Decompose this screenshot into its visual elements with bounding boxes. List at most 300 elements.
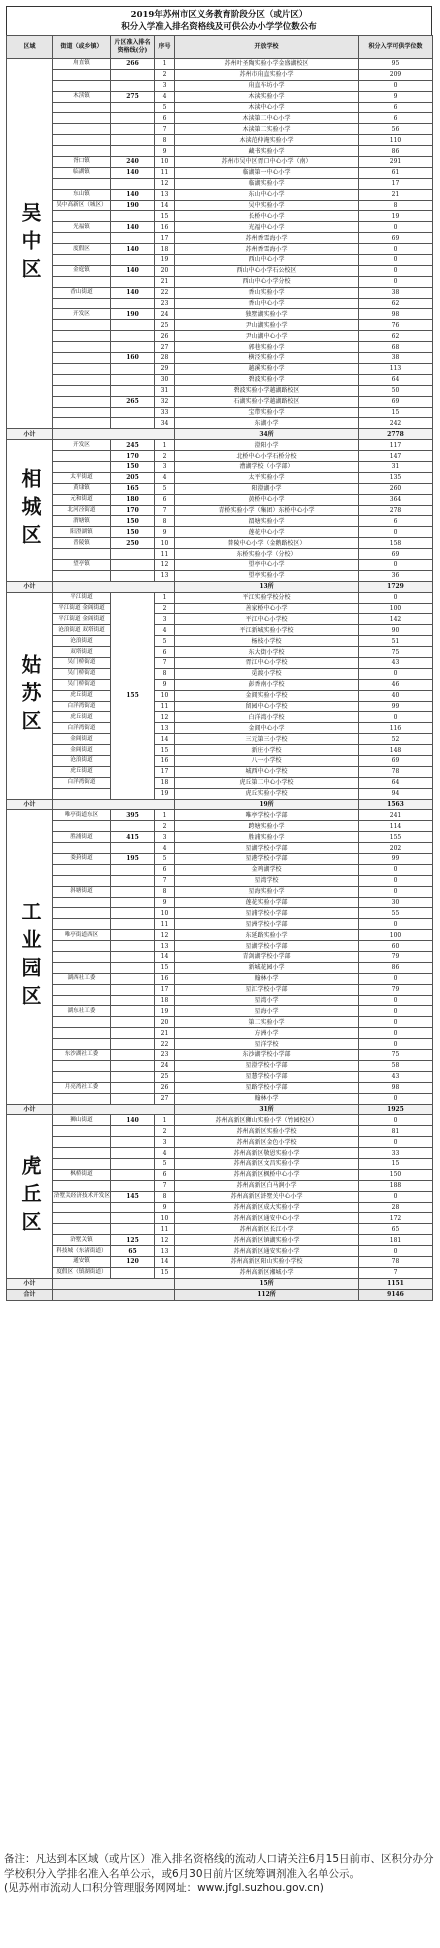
school-name: 苏州高新区金色小学校: [175, 1137, 359, 1148]
street-cell: 虎丘街道: [53, 766, 111, 777]
school-name: 苏州高新区白马涧小学: [175, 1180, 359, 1191]
school-name: 北桥中心小学石桥分校: [175, 451, 359, 462]
seat-count: 6: [359, 113, 433, 124]
table-row: [7, 527, 433, 538]
seat-count: 90: [359, 625, 433, 636]
seat-count: 86: [359, 962, 433, 973]
table-row: [7, 418, 433, 429]
school-name: 苏州高新区狮山实验小学（竹园校区）: [175, 1115, 359, 1126]
street-cell: [53, 1224, 111, 1235]
grandtotal-row: [7, 1289, 433, 1300]
seat-count: 0: [359, 1191, 433, 1202]
table-row: [7, 973, 433, 984]
table-row: [7, 222, 433, 233]
subtotal-seats: 1729: [359, 581, 433, 592]
row-number: 21: [155, 1028, 175, 1039]
row-number: 22: [155, 287, 175, 298]
quota-cell: [111, 407, 155, 418]
table-row: [7, 59, 433, 70]
street-cell: 月亮湾社工委: [53, 1082, 111, 1093]
row-number: 12: [155, 712, 175, 723]
table-row: [7, 396, 433, 407]
street-cell: 金阊街道: [53, 745, 111, 756]
table-row: [7, 1148, 433, 1159]
seat-count: 0: [359, 712, 433, 723]
school-name: 漕湖学校（小学部）: [175, 461, 359, 472]
seat-count: 19: [359, 211, 433, 222]
table-row: [7, 1213, 433, 1224]
school-name: 金阊实验小学校: [175, 690, 359, 701]
table-row: [7, 1267, 433, 1278]
row-number: 20: [155, 1017, 175, 1028]
seat-count: 113: [359, 363, 433, 374]
row-number: 6: [155, 647, 175, 658]
table-row: [7, 1071, 433, 1082]
table-row: [7, 875, 433, 886]
table-row: [7, 1060, 433, 1071]
row-number: 13: [155, 723, 175, 734]
row-number: 7: [155, 657, 175, 668]
seat-count: 117: [359, 440, 433, 451]
street-cell: 平江街道 金阊街道: [53, 603, 111, 614]
table-row: [7, 1115, 433, 1126]
school-name: 胥江中心小学校: [175, 657, 359, 668]
table-row: [7, 451, 433, 462]
quota-cell: [111, 1039, 155, 1050]
table-row: [7, 592, 433, 603]
row-number: 14: [155, 1256, 175, 1267]
seat-count: 150: [359, 1169, 433, 1180]
quota-cell: 125: [111, 1235, 155, 1246]
street-cell: 望亭镇: [53, 559, 111, 570]
street-cell: 枫桥街道: [53, 1169, 111, 1180]
street-cell: 金阊街道: [53, 734, 111, 745]
footnote-text: 备注：凡达到本区域（或片区）准入排名资格线的流动人口请关注6月15日前市、区积分办分学校积分入学排名准入名单公示，或6月30日前片区统筹调剂准入名单公示。: [4, 1853, 434, 1880]
row-number: 3: [155, 80, 175, 91]
street-cell: [53, 353, 111, 364]
school-name: 跨塘实验小学: [175, 821, 359, 832]
row-number: 14: [155, 734, 175, 745]
street-cell: 白洋湾街道: [53, 777, 111, 788]
table-row: [7, 854, 433, 865]
street-cell: 浒墅关镇: [53, 1235, 111, 1246]
street-cell: 虎丘街道: [53, 690, 111, 701]
street-cell: 吴门桥街道: [53, 679, 111, 690]
seat-count: 52: [359, 734, 433, 745]
table-row: [7, 102, 433, 113]
street-cell: 浒墅关经济技术开发区: [53, 1191, 111, 1202]
street-cell: [53, 418, 111, 429]
school-name: 星澄学校小学部: [175, 1060, 359, 1071]
seat-count: 17: [359, 178, 433, 189]
quota-cell: 415: [111, 832, 155, 843]
street-cell: [53, 908, 111, 919]
header-quota: 片区准入排名资格线(分): [111, 36, 155, 59]
street-cell: [53, 897, 111, 908]
quota-cell: [111, 276, 155, 287]
street-cell: 甪直镇: [53, 59, 111, 70]
seat-count: 15: [359, 407, 433, 418]
quota-cell: 145: [111, 1191, 155, 1202]
row-number: 3: [155, 461, 175, 472]
row-number: 5: [155, 483, 175, 494]
school-name: 白洋湾小学校: [175, 712, 359, 723]
street-cell: [53, 952, 111, 963]
table-row: [7, 1006, 433, 1017]
seat-count: 278: [359, 505, 433, 516]
street-cell: 平江街道: [53, 592, 111, 603]
seat-count: 0: [359, 265, 433, 276]
header-row: [7, 36, 433, 59]
street-cell: 太平街道: [53, 472, 111, 483]
subtotal-label: 小计: [7, 1104, 53, 1115]
table-row: [7, 342, 433, 353]
seat-count: 260: [359, 483, 433, 494]
street-cell: 沧浪街道 双塔街道: [53, 625, 111, 636]
seat-count: 30: [359, 897, 433, 908]
quota-cell: [111, 1158, 155, 1169]
table-row: [7, 919, 433, 930]
seat-count: 75: [359, 647, 433, 658]
row-number: 7: [155, 505, 175, 516]
table-row: [7, 80, 433, 91]
quota-cell: 205: [111, 472, 155, 483]
seat-count: 46: [359, 679, 433, 690]
school-name: 觅渡小学校: [175, 668, 359, 679]
row-number: 9: [155, 146, 175, 157]
quota-cell: [111, 1017, 155, 1028]
street-cell: 吴门桥街道: [53, 657, 111, 668]
table-row: [7, 1224, 433, 1235]
street-cell: 娄葑街道: [53, 854, 111, 865]
seat-count: 7: [359, 1267, 433, 1278]
row-number: 2: [155, 1126, 175, 1137]
street-cell: 阳澄湖镇: [53, 527, 111, 538]
street-cell: [53, 320, 111, 331]
school-name: 苏州市甪直实验小学: [175, 69, 359, 80]
district-name: 吴中区: [7, 59, 53, 429]
quota-cell: [111, 298, 155, 309]
quota-cell: 140: [111, 287, 155, 298]
seat-count: 6: [359, 516, 433, 527]
table-row: [7, 157, 433, 168]
row-number: 17: [155, 233, 175, 244]
row-number: 12: [155, 178, 175, 189]
school-name: 星港学校小学部: [175, 854, 359, 865]
quota-cell: 155: [111, 592, 155, 799]
street-cell: 东沙湖社工委: [53, 1050, 111, 1061]
table-row: [7, 255, 433, 266]
school-name: 碧波实验小学: [175, 374, 359, 385]
table-row: [7, 233, 433, 244]
seat-count: 33: [359, 1148, 433, 1159]
row-number: 31: [155, 385, 175, 396]
row-number: 13: [155, 941, 175, 952]
seat-count: 6: [359, 102, 433, 113]
table-row: [7, 636, 433, 647]
street-cell: 开发区: [53, 309, 111, 320]
quota-cell: [111, 1006, 155, 1017]
row-number: 1: [155, 440, 175, 451]
table-row: [7, 363, 433, 374]
school-name: 香山中心小学: [175, 298, 359, 309]
table-row: [7, 1180, 433, 1191]
quota-cell: 140: [111, 222, 155, 233]
seat-count: 62: [359, 298, 433, 309]
table-row: [7, 723, 433, 734]
school-name: 苏州高新区敬恩实验小学: [175, 1148, 359, 1159]
school-name: 宝带实验小学: [175, 407, 359, 418]
school-name: 苏州香雪海小学: [175, 244, 359, 255]
seat-count: 50: [359, 385, 433, 396]
table-row: [7, 625, 433, 636]
table-row: [7, 265, 433, 276]
school-name: 善家桥中心小学: [175, 603, 359, 614]
row-number: 19: [155, 788, 175, 799]
row-number: 6: [155, 864, 175, 875]
street-cell: 狮山街道: [53, 1115, 111, 1126]
school-name: 光福中心小学: [175, 222, 359, 233]
seat-count: 0: [359, 1006, 433, 1017]
school-name: 苏州高新区成大实验小学: [175, 1202, 359, 1213]
street-cell: [53, 1180, 111, 1191]
school-name: 临湖第一中心小学: [175, 167, 359, 178]
seat-count: 142: [359, 614, 433, 625]
school-name: 黄桥中心小学: [175, 494, 359, 505]
seat-count: 241: [359, 810, 433, 821]
subtotal-schools: 31所: [175, 1104, 359, 1115]
street-cell: 双塔街道: [53, 647, 111, 658]
school-name: 木渎实验小学: [175, 91, 359, 102]
school-name: 方洲小学: [175, 1028, 359, 1039]
school-name: 星海实验小学: [175, 886, 359, 897]
seat-count: 0: [359, 1017, 433, 1028]
table-row: [7, 516, 433, 527]
seat-count: 98: [359, 309, 433, 320]
school-name: 苏州高新区镇湖实验小学: [175, 1235, 359, 1246]
quota-cell: [111, 962, 155, 973]
school-name: 星湖学校小学部: [175, 941, 359, 952]
seat-count: 202: [359, 843, 433, 854]
street-cell: [53, 919, 111, 930]
quota-cell: [111, 1060, 155, 1071]
street-cell: [53, 1039, 111, 1050]
table-row: [7, 1246, 433, 1257]
table-row: [7, 135, 433, 146]
school-name: 阳澄湖小学: [175, 483, 359, 494]
seat-count: 75: [359, 1050, 433, 1061]
street-cell: 虎丘街道: [53, 712, 111, 723]
street-cell: [53, 407, 111, 418]
seat-count: 0: [359, 973, 433, 984]
street-cell: 湖东社工委: [53, 1006, 111, 1017]
school-name: 留园中心小学校: [175, 701, 359, 712]
row-number: 12: [155, 930, 175, 941]
footnote: [4, 1852, 436, 1896]
row-number: 16: [155, 756, 175, 767]
subtotal-blank: [53, 429, 175, 440]
row-number: 22: [155, 1039, 175, 1050]
seat-count: 0: [359, 1093, 433, 1104]
row-number: 8: [155, 516, 175, 527]
quota-cell: 140: [111, 189, 155, 200]
table-row: [7, 821, 433, 832]
quota-cell: 180: [111, 494, 155, 505]
street-cell: [53, 570, 111, 581]
street-cell: 度假区: [53, 244, 111, 255]
quota-cell: 245: [111, 440, 155, 451]
street-cell: 沧浪街道: [53, 636, 111, 647]
row-number: 10: [155, 157, 175, 168]
quota-cell: 150: [111, 527, 155, 538]
street-cell: [53, 821, 111, 832]
street-cell: 斜塘街道: [53, 886, 111, 897]
table-row: [7, 385, 433, 396]
quota-cell: [111, 374, 155, 385]
school-name: 木渎中心小学: [175, 102, 359, 113]
school-name: 西山中心小学分校: [175, 276, 359, 287]
street-cell: [53, 113, 111, 124]
street-cell: [53, 69, 111, 80]
row-number: 15: [155, 1267, 175, 1278]
table-row: [7, 570, 433, 581]
row-number: 5: [155, 636, 175, 647]
quota-cell: [111, 135, 155, 146]
seat-count: 114: [359, 821, 433, 832]
row-number: 2: [155, 603, 175, 614]
street-cell: [53, 385, 111, 396]
street-cell: 胜浦街道: [53, 832, 111, 843]
school-name: 苏州高新区阳山实验小学校: [175, 1256, 359, 1267]
street-cell: [53, 549, 111, 560]
street-cell: [53, 276, 111, 287]
street-cell: [53, 331, 111, 342]
street-cell: 东山镇: [53, 189, 111, 200]
street-cell: [53, 461, 111, 472]
district-name: 虎丘区: [7, 1115, 53, 1278]
quota-cell: 195: [111, 854, 155, 865]
school-name: 城西中心小学校: [175, 766, 359, 777]
street-cell: [53, 135, 111, 146]
quota-cell: 140: [111, 265, 155, 276]
street-cell: [53, 124, 111, 135]
seat-count: 0: [359, 592, 433, 603]
street-cell: 白洋湾街道: [53, 723, 111, 734]
table-row: [7, 440, 433, 451]
quota-cell: 140: [111, 1115, 155, 1126]
quota-cell: 170: [111, 451, 155, 462]
seat-count: 99: [359, 701, 433, 712]
table-row: [7, 1093, 433, 1104]
subtotal-schools: 19所: [175, 799, 359, 810]
street-cell: [53, 864, 111, 875]
school-name: 甪直车坊小学: [175, 80, 359, 91]
quota-cell: [111, 342, 155, 353]
street-cell: 渭塘镇: [53, 516, 111, 527]
seat-count: 76: [359, 320, 433, 331]
table-row: [7, 647, 433, 658]
street-cell: [53, 255, 111, 266]
row-number: 12: [155, 1235, 175, 1246]
street-cell: 木渎镇: [53, 91, 111, 102]
seat-count: 0: [359, 559, 433, 570]
seat-count: 0: [359, 886, 433, 897]
subtotal-row: [7, 1104, 433, 1115]
quota-cell: [111, 1050, 155, 1061]
seat-count: 36: [359, 570, 433, 581]
quota-cell: [111, 1224, 155, 1235]
table-row: [7, 538, 433, 549]
quota-cell: 150: [111, 516, 155, 527]
row-number: 1: [155, 810, 175, 821]
street-cell: 吴门桥街道: [53, 668, 111, 679]
street-cell: 临湖镇: [53, 167, 111, 178]
seat-count: 64: [359, 777, 433, 788]
school-name: 苏州高新区实验小学校: [175, 1126, 359, 1137]
school-name: 新庄小学校: [175, 745, 359, 756]
title-line-1: 2019年苏州市区义务教育阶段分区（或片区）: [130, 10, 308, 20]
subtotal-row: [7, 429, 433, 440]
seat-count: 209: [359, 69, 433, 80]
seat-count: 94: [359, 788, 433, 799]
quota-cell: [111, 821, 155, 832]
quota-cell: [111, 559, 155, 570]
row-number: 34: [155, 418, 175, 429]
seat-count: 100: [359, 930, 433, 941]
table-row: [7, 407, 433, 418]
street-cell: [53, 1202, 111, 1213]
quota-cell: [111, 80, 155, 91]
table-row: [7, 657, 433, 668]
street-cell: [53, 451, 111, 462]
grandtotal-blank: [53, 1289, 175, 1300]
row-number: 8: [155, 1191, 175, 1202]
seat-count: 40: [359, 690, 433, 701]
quota-cell: 65: [111, 1246, 155, 1257]
school-name: 越溪实验小学: [175, 363, 359, 374]
quota-cell: [111, 897, 155, 908]
seat-count: 0: [359, 80, 433, 91]
street-cell: [53, 875, 111, 886]
row-number: 10: [155, 908, 175, 919]
header-school: 开放学校: [175, 36, 359, 59]
row-number: 13: [155, 189, 175, 200]
district-name: 相城区: [7, 440, 53, 582]
street-cell: 胥口镇: [53, 157, 111, 168]
row-number: 13: [155, 1246, 175, 1257]
row-number: 4: [155, 472, 175, 483]
table-row: [7, 941, 433, 952]
row-number: 7: [155, 875, 175, 886]
row-number: 2: [155, 69, 175, 80]
seat-count: 135: [359, 472, 433, 483]
table-row: [7, 745, 433, 756]
school-name: 三元第三小学校: [175, 734, 359, 745]
quota-cell: 395: [111, 810, 155, 821]
school-name: 苏州高新区长江小学: [175, 1224, 359, 1235]
seat-count: 78: [359, 1256, 433, 1267]
row-number: 8: [155, 135, 175, 146]
header-seats: 积分入学可供学位数: [359, 36, 433, 59]
school-name: 莲花中心小学: [175, 527, 359, 538]
street-cell: [53, 233, 111, 244]
seat-count: 65: [359, 1224, 433, 1235]
table-row: [7, 897, 433, 908]
school-name: 独墅湖实验小学: [175, 309, 359, 320]
street-cell: [53, 146, 111, 157]
quota-table: [6, 35, 433, 1301]
table-row: [7, 472, 433, 483]
